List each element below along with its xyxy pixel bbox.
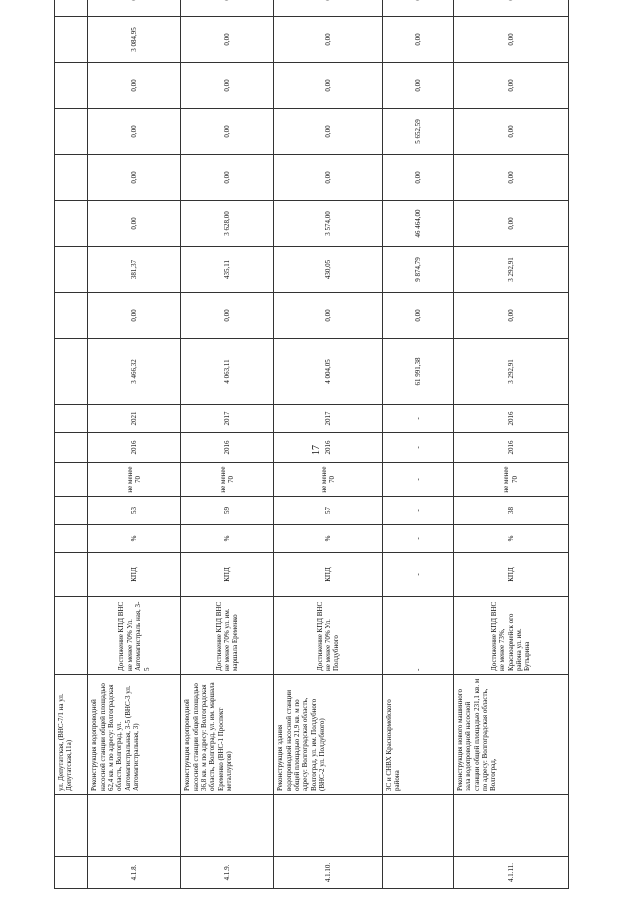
value-2: 9 874,79 <box>382 247 453 293</box>
object-name: ЗС и СНВХ Красноармейского района <box>382 675 453 795</box>
value-5 <box>55 109 88 155</box>
value-3: 3 574,00 <box>274 201 383 247</box>
value-5: 5 652,59 <box>382 109 453 155</box>
value-7: 0,00 <box>181 17 274 63</box>
blank-col <box>88 795 181 857</box>
value-5: 0,00 <box>181 109 274 155</box>
row-number: 4.1.8. <box>88 857 181 889</box>
value-7: 3 084,95 <box>88 17 181 63</box>
row-number: 4.1.11. <box>453 857 568 889</box>
value-2 <box>55 247 88 293</box>
blank-col <box>55 795 88 857</box>
page-number: 17 <box>311 445 322 455</box>
value-3: 0,00 <box>453 201 568 247</box>
indicator: КПД <box>181 553 274 597</box>
year-start: 2016 <box>453 433 568 463</box>
current-value <box>55 497 88 525</box>
year-start: 2016 <box>88 433 181 463</box>
value-3 <box>55 201 88 247</box>
value-6: 0,00 <box>88 63 181 109</box>
goal-text: Достижение КПД ВНС не менее 70% Ул. Автомагистраль ная, 3-5 <box>88 597 181 675</box>
table-row <box>382 0 453 889</box>
target-value: не менее 70 <box>181 463 274 497</box>
value-2: 435,11 <box>181 247 274 293</box>
total-cost: 4 063,11 <box>181 339 274 405</box>
value-8 <box>382 0 453 17</box>
value-8 <box>88 0 181 17</box>
unit: % <box>181 525 274 553</box>
value-7: 0,00 <box>274 17 383 63</box>
goal-text: Достижение КПД ВНС не менее 70% Ул. Полдубного <box>274 597 383 675</box>
total-cost: 3 466,32 <box>88 339 181 405</box>
indicator <box>55 553 88 597</box>
value-8 <box>274 0 383 17</box>
value-2: 3 292,91 <box>453 247 568 293</box>
object-name: ул. Депутатская, (ВНС-7/1 на ул. Депутатская,11а) <box>55 675 88 795</box>
value-1: 0,00 <box>88 293 181 339</box>
row-number: 4.1.10. <box>274 857 383 889</box>
value-1: 0,00 <box>274 293 383 339</box>
target-value: не менее 70 <box>88 463 181 497</box>
current-value: 57 <box>274 497 383 525</box>
value-2: 381,37 <box>88 247 181 293</box>
value-1 <box>55 293 88 339</box>
target-value <box>55 463 88 497</box>
year-end: 2021 <box>88 405 181 433</box>
value-6: 0,00 <box>181 63 274 109</box>
year-start <box>55 433 88 463</box>
object-name: Реконструкция нового машинного зала водопроводной насосной станции общей площадью 231,1 кв. м по адресу: Волгоградская область, Волгоград, <box>453 675 568 795</box>
table-body <box>55 0 569 889</box>
year-start: - <box>382 433 453 463</box>
total-cost: 61 991,38 <box>382 339 453 405</box>
current-value: - <box>382 497 453 525</box>
year-end <box>55 405 88 433</box>
goal-text <box>55 597 88 675</box>
object-name: Реконструкция водопроводной насосной станции общей площадью 62,4 кв. м по адресу: Волгоградская область, Волгоград, ул. Автомагистральная, 3-5 (ВНС-3 ул. Автомагистральная, 3) <box>88 675 181 795</box>
value-6: 0,00 <box>453 63 568 109</box>
blank-col <box>181 795 274 857</box>
value-7 <box>55 17 88 63</box>
target-value: не менее 70 <box>453 463 568 497</box>
value-3: 0,00 <box>88 201 181 247</box>
value-3: 3 628,00 <box>181 201 274 247</box>
target-value: - <box>382 463 453 497</box>
object-name: Реконструкция здания водопроводной насосной станции общей площадью 21,9 кв. м по адресу: Волгоградская область, Волгоград, ул. им. Полдубного (ВНС-2 ул. Полдубного) <box>274 675 383 795</box>
value-3: 46 464,00 <box>382 201 453 247</box>
year-end: - <box>382 405 453 433</box>
value-7: 0,00 <box>382 17 453 63</box>
value-4 <box>55 155 88 201</box>
year-end: 2017 <box>274 405 383 433</box>
goal-text: - <box>382 597 453 675</box>
row-number: 4.1.9. <box>181 857 274 889</box>
value-4: 0,00 <box>181 155 274 201</box>
value-8 <box>55 0 88 17</box>
year-end: 2016 <box>453 405 568 433</box>
total-cost <box>55 339 88 405</box>
value-6: 0,00 <box>274 63 383 109</box>
unit: % <box>274 525 383 553</box>
value-5: 0,00 <box>274 109 383 155</box>
unit: % <box>453 525 568 553</box>
value-4: 0,00 <box>453 155 568 201</box>
value-4: 0,00 <box>382 155 453 201</box>
unit: - <box>382 525 453 553</box>
value-1: 0,00 <box>181 293 274 339</box>
current-value: 53 <box>88 497 181 525</box>
year-end: 2017 <box>181 405 274 433</box>
table-row <box>55 0 88 889</box>
unit <box>55 525 88 553</box>
indicator: - <box>382 553 453 597</box>
total-cost: 3 292,91 <box>453 339 568 405</box>
row-number <box>55 857 88 889</box>
goal-text: Достижение КПД ВНС не менее 73%, Красноармейск ого района ул. им. Бутырина <box>453 597 568 675</box>
value-5: 0,00 <box>453 109 568 155</box>
unit: % <box>88 525 181 553</box>
value-2: 430,05 <box>274 247 383 293</box>
value-8 <box>453 0 568 17</box>
goal-text: Достижение КПД ВНС не менее 70% ул. им. маршала Еременко <box>181 597 274 675</box>
target-value: не менее 70 <box>274 463 383 497</box>
indicator: КПД <box>274 553 383 597</box>
value-6: 0,00 <box>382 63 453 109</box>
value-4: 0,00 <box>274 155 383 201</box>
value-8 <box>181 0 274 17</box>
value-1: 0,00 <box>382 293 453 339</box>
total-cost: 4 004,05 <box>274 339 383 405</box>
year-start: 2016 <box>181 433 274 463</box>
value-5: 0,00 <box>88 109 181 155</box>
year-start: 2016 <box>274 433 383 463</box>
indicator: КПД <box>88 553 181 597</box>
blank-col <box>274 795 383 857</box>
table-row <box>453 0 568 889</box>
investment-program-table <box>54 0 569 889</box>
object-name: Реконструкция водопроводной насосной станции общей площадью 36,8 кв. м по адресу: Волгоградская область, Волгоград, ул. им. маршала Еременко (ВНС-1 Проспект металлургов) <box>181 675 274 795</box>
value-4: 0,00 <box>88 155 181 201</box>
value-1: 0,00 <box>453 293 568 339</box>
blank-col <box>453 795 568 857</box>
value-7: 0,00 <box>453 17 568 63</box>
value-6 <box>55 63 88 109</box>
table-row <box>181 0 274 889</box>
table-row <box>88 0 181 889</box>
table-row <box>274 0 383 889</box>
indicator: КПД <box>453 553 568 597</box>
blank-col <box>382 795 453 857</box>
current-value: 59 <box>181 497 274 525</box>
row-number <box>382 857 453 889</box>
current-value: 38 <box>453 497 568 525</box>
